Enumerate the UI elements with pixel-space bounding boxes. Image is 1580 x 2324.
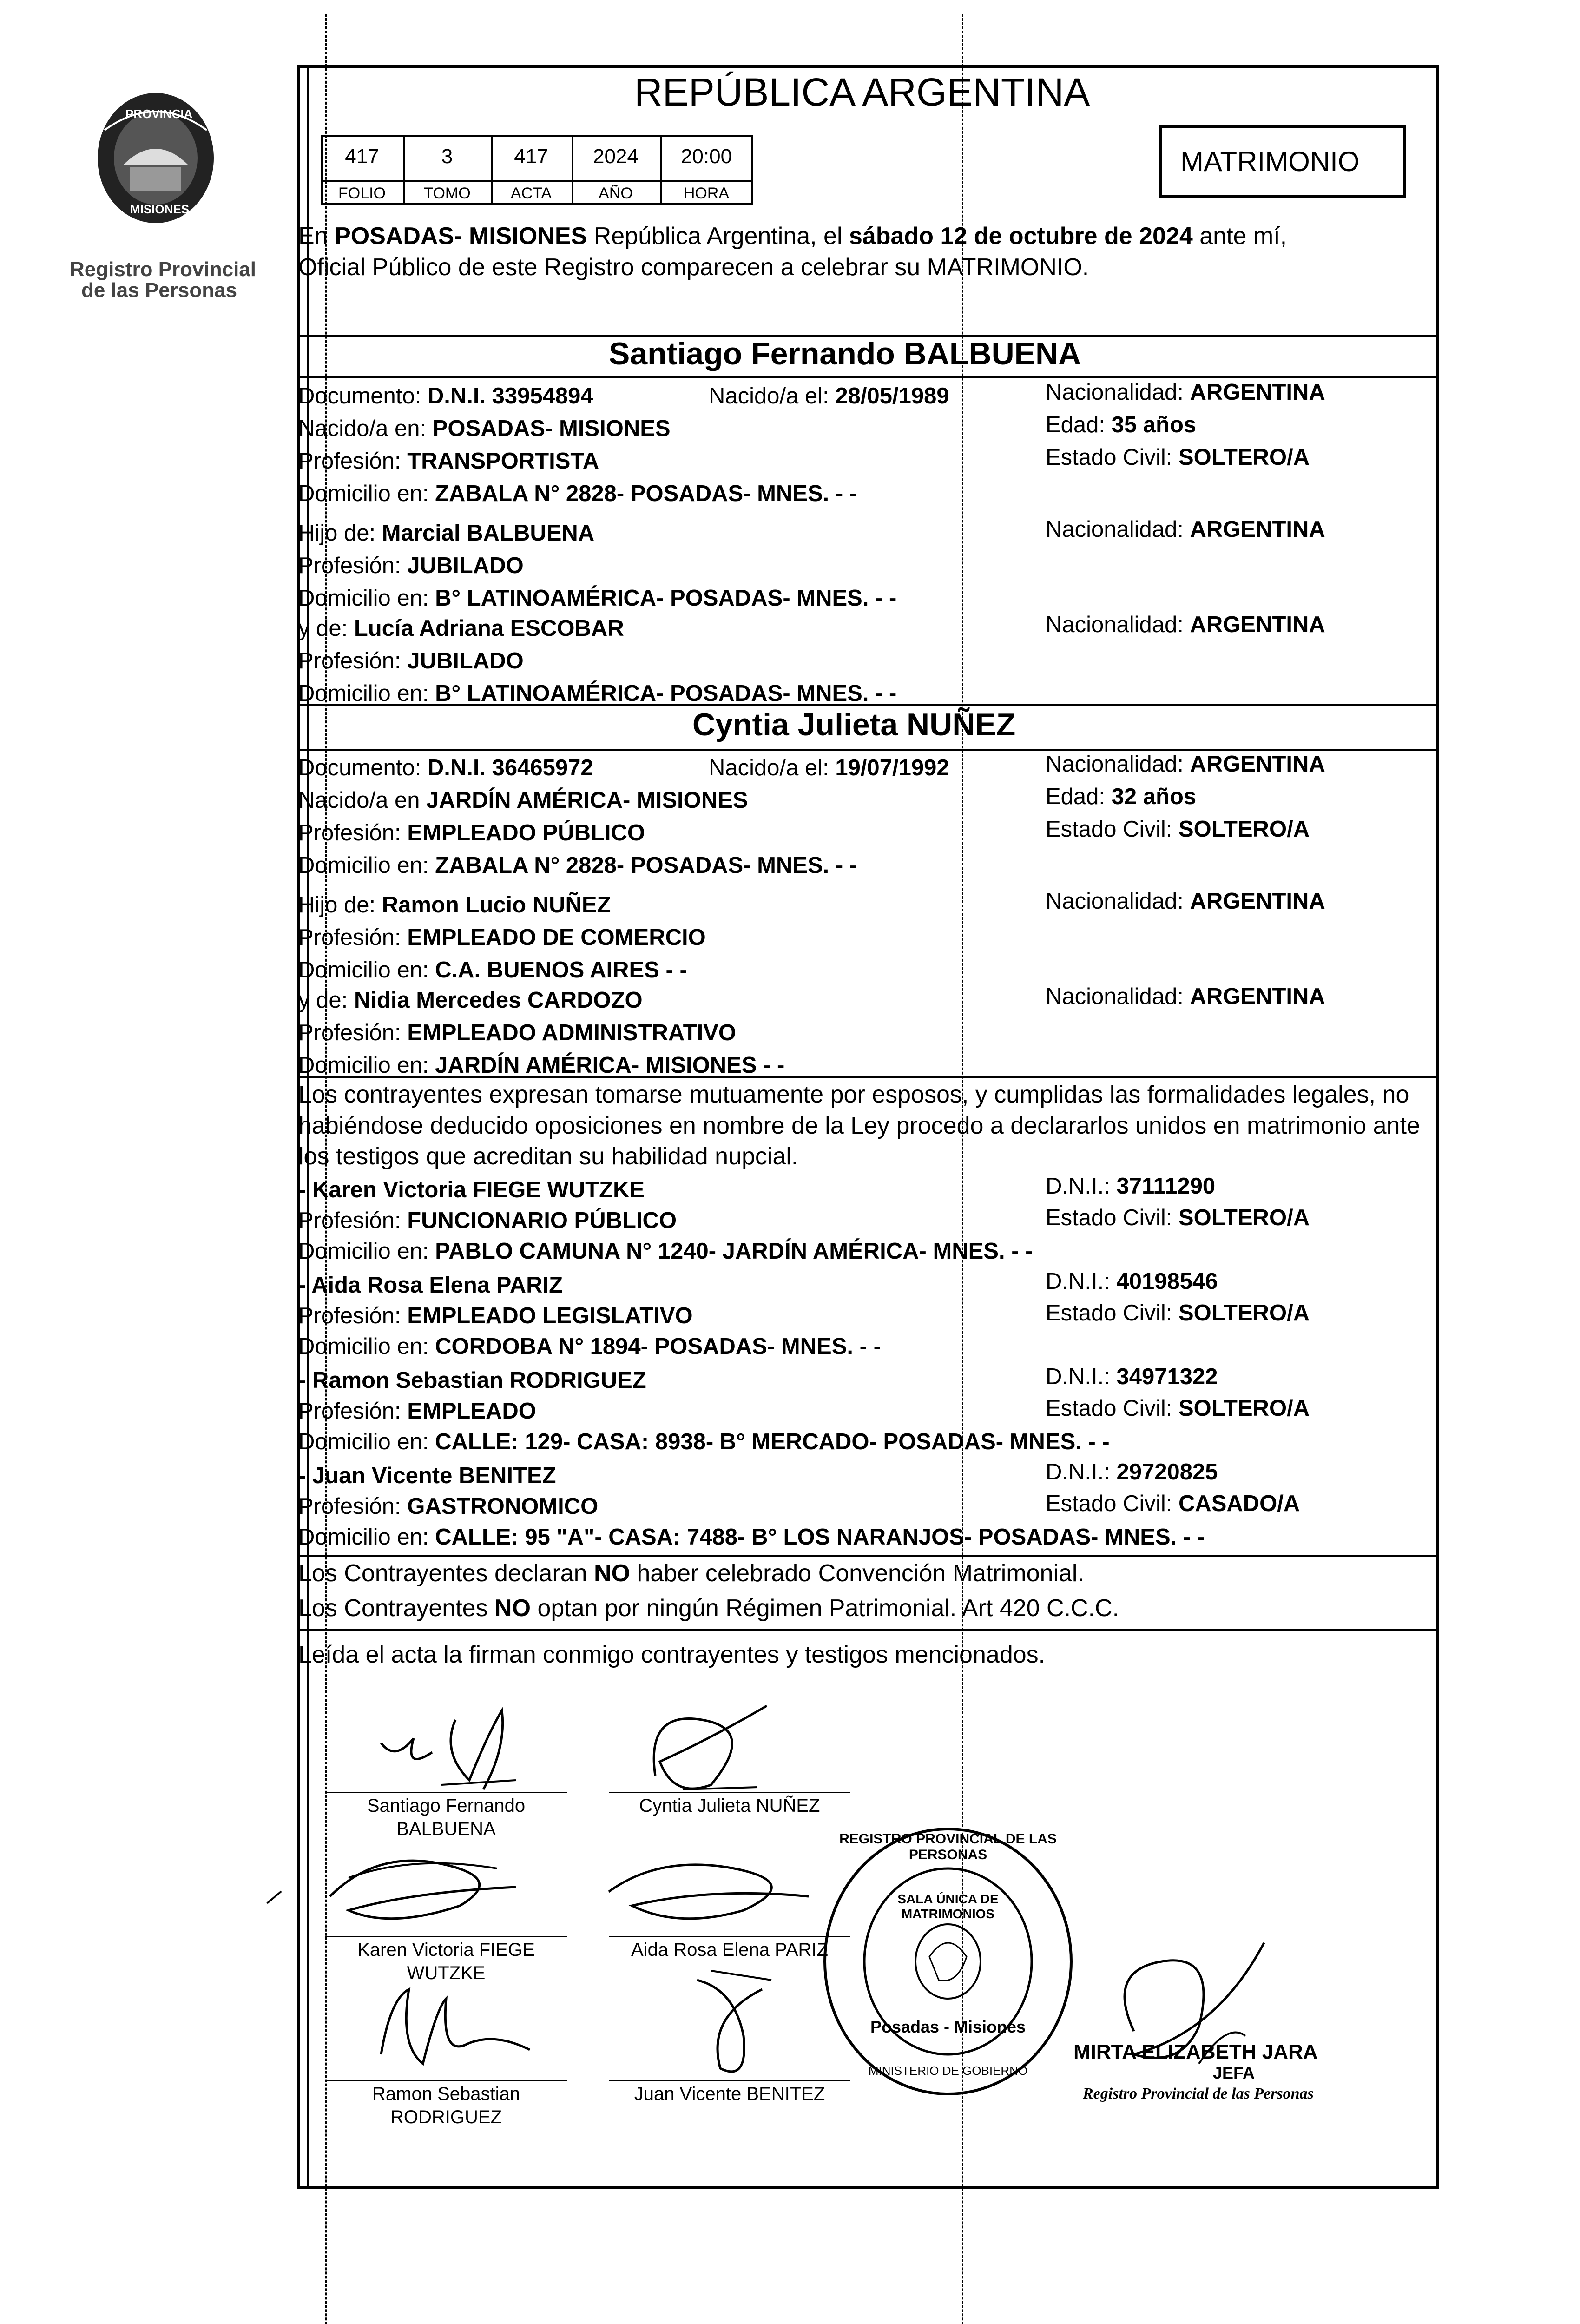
declaration-line-3: los testigos que acreditan su habilidad nupcial. [298, 1143, 798, 1170]
official-stamp [818, 1822, 1078, 2101]
witness-0-civil: Estado Civil: SOLTERO/A [1046, 1205, 1310, 1230]
spouse1-row-8: Profesión: JUBILADO [298, 648, 524, 673]
stamp-outer-text: REGISTRO PROVINCIAL DE LAS PERSONAS [839, 1831, 1057, 1862]
spouse1-row-1: Nacido/a en: POSADAS- MISIONES [298, 416, 671, 441]
spouse1-row-1-right: Edad: 35 años [1046, 412, 1197, 437]
intro-line-2: Oficial Público de este Registro comparecen a celebrar su MATRIMONIO. [298, 254, 1089, 281]
spouse1-row-2: Profesión: TRANSPORTISTA [298, 449, 599, 474]
spouse2-row-2: Profesión: EMPLEADO PÚBLICO [298, 820, 645, 845]
witness-2-name: - Ramon Sebastian RODRIGUEZ [298, 1368, 646, 1393]
spouse2-row-0-birthdate: Nacido/a el: 19/07/1992 [709, 755, 949, 780]
stamp-inner-text: SALA ÚNICA DE MATRIMONIOS [897, 1892, 999, 1921]
spouse2-row-1: Nacido/a en JARDÍN AMÉRICA- MISIONES [298, 788, 748, 813]
signature-cyntia-icon [618, 1692, 804, 1803]
witness-2-address: Domicilio en: CALLE: 129- CASA: 8938- B° MERCADO- POSADAS- MNES. - - [298, 1429, 1110, 1454]
folio-value: 417 [345, 145, 379, 168]
divider-spouse2 [297, 1076, 1439, 1078]
spouse1-row-0-right: Nacionalidad: ARGENTINA [1046, 380, 1325, 405]
spouse2-row-1-right: Edad: 32 años [1046, 784, 1197, 809]
witness-1-name: - Aida Rosa Elena PARIZ [298, 1273, 563, 1298]
signature-label-5: Ramon Sebastian RODRIGUEZ [372, 2084, 520, 2127]
declaration-line-2: habiéndose deducido oposiciones en nombre de la Ley procedo a declararlos unidos en matrimonio ante [298, 1112, 1420, 1139]
spouse2-row-4-right: Nacionalidad: ARGENTINA [1046, 889, 1325, 914]
signature-label-1: Santiago Fernando BALBUENA [367, 1796, 526, 1839]
regime-line-2: Los Contrayentes NO optan por ningún Régimen Patrimonial. Art 420 C.C.C. [298, 1595, 1119, 1622]
regime-line-1: Los Contrayentes declaran NO haber celebrado Convención Matrimonial. [298, 1560, 1084, 1587]
witness-3-name: - Juan Vicente BENITEZ [298, 1463, 556, 1488]
tomo-label: TOMO [423, 185, 471, 202]
signature-santiago-icon [362, 1692, 558, 1803]
witness-0-address: Domicilio en: PABLO CAMUNA N° 1240- JARDÍN AMÉRICA- MNES. - - [298, 1239, 1033, 1264]
spouse2-row-7: y de: Nidia Mercedes CARDOZO [298, 988, 643, 1013]
spouse2-row-6: Domicilio en: C.A. BUENOS AIRES - - [298, 957, 687, 983]
spouse2-row-8: Profesión: EMPLEADO ADMINISTRATIVO [298, 1020, 737, 1045]
folio-label: FOLIO [338, 185, 386, 202]
signature-label-3: Karen Victoria FIEGE WUTZKE [357, 1940, 535, 1983]
spouse1-row-5: Profesión: JUBILADO [298, 553, 524, 578]
seal-caption-1: Registro Provincial [70, 258, 257, 281]
witness-0-name: - Karen Victoria FIEGE WUTZKE [298, 1177, 645, 1202]
officer-name: MIRTA ELIZABETH JARA [1073, 2040, 1318, 2063]
spouse1-row-3: Domicilio en: ZABALA N° 2828- POSADAS- MNES. - - [298, 481, 857, 506]
signature-label-6: Juan Vicente BENITEZ [634, 2084, 825, 2104]
spouse1-name: Santiago Fernando BALBUENA [609, 336, 1081, 371]
spouse1-row-7: y de: Lucía Adriana ESCOBAR [298, 616, 624, 641]
header-title: REPÚBLICA ARGENTINA [634, 70, 1090, 114]
divider-witnesses [297, 1555, 1439, 1557]
stamp-city-text: Posadas - Misiones [870, 2017, 1026, 2036]
spouse2-name: Cyntia Julieta NUÑEZ [692, 707, 1016, 742]
stamp-emblem-icon [818, 1822, 1078, 2101]
spouse1-row-4: Hijo de: Marcial BALBUENA [298, 521, 595, 546]
witness-3-dni: D.N.I.: 29720825 [1046, 1459, 1218, 1485]
seal-caption-2: de las Personas [81, 279, 237, 302]
witness-1-profession: Profesión: EMPLEADO LEGISLATIVO [298, 1303, 693, 1328]
signature-label-2: Cyntia Julieta NUÑEZ [639, 1796, 820, 1816]
witness-0-profession: Profesión: FUNCIONARIO PÚBLICO [298, 1208, 677, 1233]
spouse1-row-0-birthdate: Nacido/a el: 28/05/1989 [709, 383, 949, 409]
spouse2-row-3: Domicilio en: ZABALA N° 2828- POSADAS- MNES. - - [298, 853, 857, 878]
witness-3-profession: Profesión: GASTRONOMICO [298, 1494, 599, 1519]
provincial-seal [86, 88, 225, 251]
closing-text: Leída el acta la firman conmigo contrayentes y testigos mencionados. [298, 1641, 1046, 1668]
signature-label-4: Aida Rosa Elena PARIZ [631, 1940, 828, 1960]
intro-line-1: En POSADAS- MISIONES República Argentina, el sábado 12 de octubre de 2024 ante mí, [298, 223, 1287, 250]
record-type: MATRIMONIO [1180, 146, 1360, 177]
anio-value: 2024 [593, 145, 639, 168]
acta-label: ACTA [510, 185, 552, 202]
spouse2-row-0-right: Nacionalidad: ARGENTINA [1046, 752, 1325, 777]
hora-label: HORA [683, 185, 730, 202]
stamp-bottom-text: MINISTERIO DE GOBIERNO [868, 2064, 1028, 2078]
signature-karen-icon [321, 1836, 553, 1943]
witness-2-dni: D.N.I.: 34971322 [1046, 1364, 1218, 1389]
witness-1-civil: Estado Civil: SOLTERO/A [1046, 1301, 1310, 1326]
officer-org: Registro Provincial de las Personas [1083, 2085, 1314, 2102]
spouse1-row-7-right: Nacionalidad: ARGENTINA [1046, 612, 1325, 637]
spouse1-row-9: Domicilio en: B° LATINOAMÉRICA- POSADAS- MNES. - - [298, 681, 897, 706]
witness-3-address: Domicilio en: CALLE: 95 "A"- CASA: 7488- B° LOS NARANJOS- POSADAS- MNES. - - [298, 1525, 1205, 1550]
spouse1-row-4-right: Nacionalidad: ARGENTINA [1046, 517, 1325, 542]
witness-2-civil: Estado Civil: SOLTERO/A [1046, 1396, 1310, 1421]
anio-label: AÑO [599, 185, 633, 202]
spouse2-row-0: Documento: D.N.I. 36465972 [298, 755, 593, 780]
stray-mark [266, 1891, 282, 1904]
officer-title: JEFA [1213, 2063, 1255, 2082]
signature-ramon-icon [353, 1971, 558, 2087]
seal-top-text: PROVINCIA [125, 107, 193, 121]
acta-value: 417 [514, 145, 548, 168]
signature-juan-icon [641, 1961, 836, 2092]
spouse2-row-9: Domicilio en: JARDÍN AMÉRICA- MISIONES - - [298, 1053, 785, 1078]
spouse2-row-2-right: Estado Civil: SOLTERO/A [1046, 817, 1310, 842]
witness-2-profession: Profesión: EMPLEADO [298, 1399, 536, 1424]
seal-bottom-text: MISIONES [130, 202, 190, 216]
spouse1-row-2-right: Estado Civil: SOLTERO/A [1046, 445, 1310, 470]
witness-3-civil: Estado Civil: CASADO/A [1046, 1491, 1300, 1516]
spouse1-row-0: Documento: D.N.I. 33954894 [298, 383, 593, 409]
spouse2-row-5: Profesión: EMPLEADO DE COMERCIO [298, 925, 706, 950]
spouse2-row-4: Hijo de: Ramon Lucio NUÑEZ [298, 892, 611, 918]
declaration-line-1: Los contrayentes expresan tomarse mutuamente por esposos, y cumplidas las formalidades legales, no [298, 1081, 1409, 1108]
signature-aida-icon [595, 1836, 827, 1943]
spouse2-row-7-right: Nacionalidad: ARGENTINA [1046, 984, 1325, 1009]
witness-0-dni: D.N.I.: 37111290 [1046, 1174, 1216, 1199]
hora-value: 20:00 [680, 145, 732, 168]
witness-1-dni: D.N.I.: 40198546 [1046, 1269, 1218, 1294]
divider-regime [297, 1629, 1439, 1631]
spouse1-row-6: Domicilio en: B° LATINOAMÉRICA- POSADAS- MNES. - - [298, 586, 897, 611]
tomo-value: 3 [441, 145, 453, 168]
witness-1-address: Domicilio en: CORDOBA N° 1894- POSADAS- MNES. - - [298, 1334, 881, 1359]
